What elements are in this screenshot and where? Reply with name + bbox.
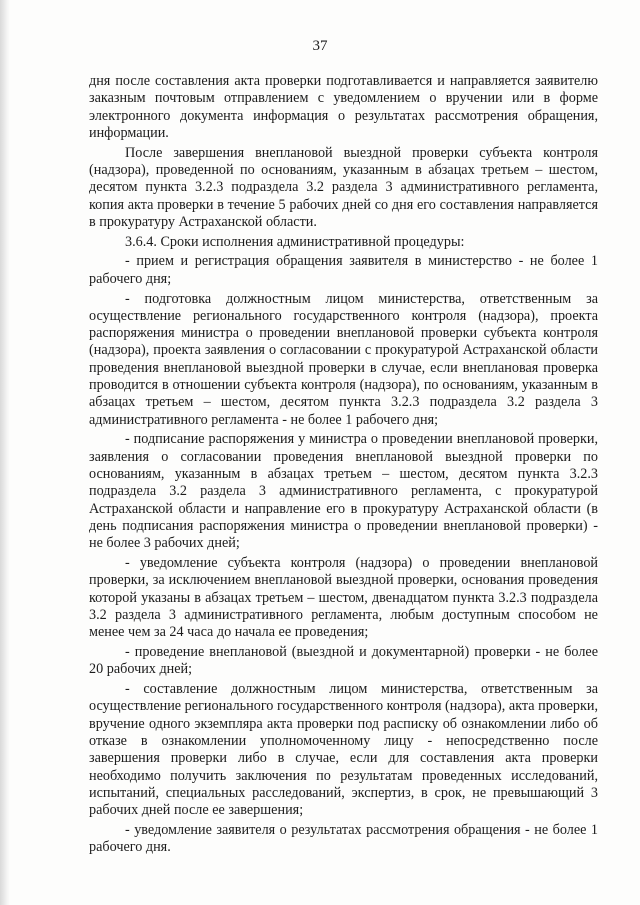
list-item-draft-order: - подготовка должностным лицом министерства, ответственным за осуществление регионального государственного контроля (надзора), проекта распоряжения министра о проведении внеплановой проверки субъекта контроля (надзора), проекта заявления о согласовании с прокуратурой Астраханской области проведения внеплановой выездной проверки в случае, если внеплановая проверка проводится в отношении субъекта контроля (надзора), по основаниям, указанным в абзацах третьем – шестом, десятом пункта 3.2.3 подраздела 3.2 раздела 3 административного регламента - не более 1 рабочего дня; — [89, 290, 598, 428]
list-item-registration: - прием и регистрация обращения заявителя в министерство - не более 1 рабочего дня; — [89, 253, 598, 287]
list-item-signing-order: - подписание распоряжения у министра о проведении внеплановой проверки, заявления о согласовании проведения внеплановой выездной проверки по основаниям, указанным в абзацах третьем – шестом, десятом пункта 3.2.3 подраздела 3.2 раздела 3 административного регламента, с прокуратурой Астраханской области и направление его в прокуратуру Астраханской области (в день подписания распоряжения министра о проведении внеплановой проверки) - не более 3 рабочих дней; — [89, 431, 598, 552]
list-item-notification-subject: - уведомление субъекта контроля (надзора) о проведении внеплановой проверки, за исключением внеплановой выездной проверки, основания проведения которой указаны в абзацах третьем – шестом, двенадцатом пункта 3.2.3 подраздела 3.2 раздела 3 административного регламента, любым доступным способом не менее чем за 24 часа до начала ее проведения; — [89, 555, 598, 641]
scan-edge-shadow — [0, 0, 10, 905]
page-number: 37 — [312, 38, 328, 54]
paragraph-continuation: дня после составления акта проверки подготавливается и направляется заявителю заказным почтовым отправлением с уведомлением о вручении или в форме электронного документа информация о результатах рассмотрения обращения, информации. — [89, 73, 598, 141]
list-item-conduct-inspection: - проведение внеплановой (выездной и документарной) проверки - не более 20 рабочих дней; — [89, 644, 598, 678]
paragraph-prosecutor-copy: После завершения внеплановой выездной проверки субъекта контроля (надзора), проведенной по основаниям, указанным в абзацах третьем – шестом, десятом пункта 3.2.3 подраздела 3.2 раздела 3 административного регламента, копия акта проверки в течение 5 рабочих дней со дня его составления направляется в прокуратуру Астраханской области. — [89, 144, 598, 230]
list-item-notification-applicant: - уведомление заявителя о результатах рассмотрения обращения - не более 1 рабочего дня. — [89, 821, 598, 856]
document-body — [89, 73, 598, 859]
list-item-inspection-report: - составление должностным лицом министерства, ответственным за осуществление регионального государственного контроля (надзора), акта проверки, вручение одного экземпляра акта проверки под расписку об ознакомлении либо об отказе в ознакомлении уполномоченному лицу - непосредственно после завершения проверки либо в случае, если для составления акта проверки необходимо получить заключения по результатам проведенных исследований, испытаний, специальных расследований, экспертиз, в срок, не превышающий 3 рабочих дней после ее завершения; — [89, 681, 598, 819]
section-heading-3-6-4: 3.6.4. Сроки исполнения административной процедуры: — [125, 233, 465, 250]
